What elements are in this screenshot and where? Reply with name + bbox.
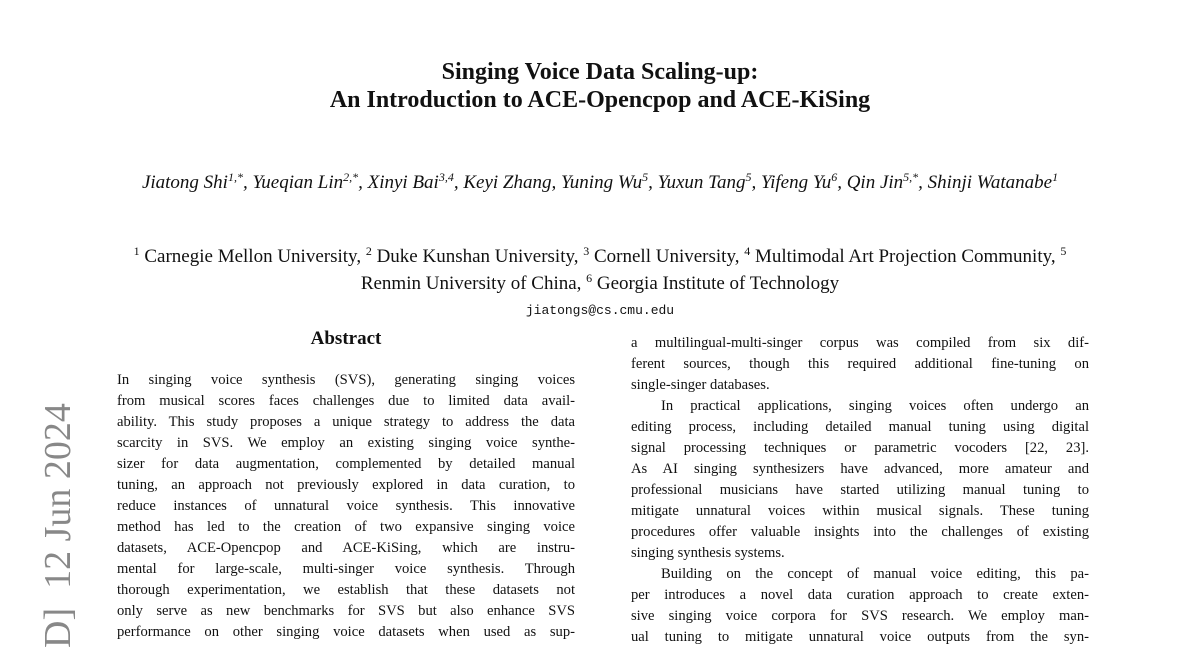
text-line: signal processing techniques or parametric vocoders [22, 23]. bbox=[631, 440, 1089, 456]
text-line: single-singer databases. bbox=[631, 377, 770, 393]
author-name: Keyi Zhang bbox=[463, 172, 552, 193]
text-line: from musical scores faces challenges due to limited data avail- bbox=[117, 393, 575, 409]
author-list: Jiatong Shi$^{1,*}$, Yueqian Lin$^{2,*}$, Xinyi Bai$^{3,4}$, Keyi Zhang, Yuning Wu$^5$, Yuxun Tang$^5$, Yifeng Yu$^6$, Qin Jin$^{5,*}$, Shinji Watanabe$^1$ bbox=[141, 170, 1059, 193]
affiliation-list: $^1$ Carnegie Mellon University, $^2$ Duke Kunshan University, $^3$ Cornell University, $^4$ Multimodal Art Projection Community, $^5$ Renmin University of China, $^6$ Georgia Institute of Technology bbox=[133, 244, 1067, 294]
author-name: Jiatong Shi bbox=[141, 172, 228, 193]
author-affiliation-mark: 5 bbox=[642, 170, 649, 184]
text-line: ability. This study proposes a unique strategy to address the data bbox=[117, 414, 575, 430]
author-affiliation-mark: 5,* bbox=[903, 170, 919, 184]
text-line: thorough experimentation, we establish that these datasets not bbox=[117, 582, 575, 598]
author-affiliation-mark: 1,* bbox=[227, 170, 243, 184]
author-affiliation-mark: 3,4 bbox=[438, 170, 454, 184]
text-line: singing synthesis systems. bbox=[631, 545, 785, 561]
text-line: ferent sources, though this required additional fine-tuning on bbox=[631, 356, 1089, 372]
text-line: scarcity in SVS. We employ an existing singing voice synthe- bbox=[117, 435, 575, 451]
abstract-column bbox=[117, 370, 575, 643]
text-line: tuning, an approach not previously explored in data curation, to bbox=[117, 477, 575, 493]
text-line: sizer for data augmentation, complemented by detailed manual bbox=[117, 456, 575, 472]
text-line: Building on the concept of manual voice editing, this pa- bbox=[661, 566, 1089, 582]
text-line: reduce instances of unnatural voice synthesis. This innovative bbox=[117, 498, 575, 514]
affiliation-mark: 3 bbox=[583, 244, 590, 258]
affiliation-mark: 4 bbox=[744, 244, 751, 258]
text-line: datasets, ACE-Opencpop and ACE-KiSing, which are instru- bbox=[117, 540, 575, 556]
author-affiliation-mark: 6 bbox=[831, 170, 838, 184]
paper-title-line-2: An Introduction to ACE-Opencpop and ACE-KiSing bbox=[329, 87, 871, 113]
author-name: Shinji Watanabe bbox=[927, 172, 1053, 193]
author-name: Qin Jin bbox=[846, 172, 904, 193]
text-line: only serve as new benchmarks for SVS but also enhance SVS bbox=[117, 603, 575, 619]
text-line: per introduces a novel data curation approach to create exten- bbox=[631, 587, 1089, 603]
affiliation-name: Duke Kunshan University bbox=[376, 246, 574, 267]
text-line: a multilingual-multi-singer corpus was compiled from six dif- bbox=[631, 335, 1089, 351]
text-line: sive singing voice corpora for SVS research. We employ man- bbox=[631, 608, 1089, 624]
arxiv-sidebar-stamp: D] 12 Jun 2024 bbox=[37, 403, 79, 648]
text-line: performance on other singing voice datasets when used as sup- bbox=[117, 624, 575, 640]
affiliation-mark: 1 bbox=[133, 244, 140, 258]
author-name: Xinyi Bai bbox=[367, 172, 439, 193]
abstract-heading: Abstract bbox=[310, 328, 382, 349]
affiliation-name: Multimodal Art Projection Community bbox=[754, 246, 1051, 267]
text-line: editing process, including detailed manual tuning using digital bbox=[631, 419, 1089, 435]
text-line: method has led to the creation of two expansive singing voice bbox=[117, 519, 575, 535]
text-line: In singing voice synthesis (SVS), generating singing voices bbox=[117, 372, 575, 388]
text-line: In practical applications, singing voices often undergo an bbox=[661, 398, 1089, 414]
text-line: professional musicians have started utilizing manual tuning to bbox=[631, 482, 1089, 498]
introduction-column bbox=[631, 333, 1089, 648]
text-line: mental for large-scale, multi-singer voice synthesis. Through bbox=[117, 561, 575, 577]
affiliation-mark: 6 bbox=[586, 271, 593, 285]
text-line: procedures offer valuable insights into the challenges of existing bbox=[631, 524, 1089, 540]
author-affiliation-mark: 1 bbox=[1052, 170, 1059, 184]
affiliation-mark: 2 bbox=[365, 244, 372, 258]
author-affiliation-mark: 5 bbox=[745, 170, 752, 184]
affiliation-name: Carnegie Mellon University bbox=[144, 246, 357, 267]
affiliation-mark: 5 bbox=[1060, 244, 1067, 258]
author-name: Yifeng Yu bbox=[760, 172, 832, 193]
affiliation-name: Cornell University bbox=[594, 246, 735, 267]
affiliation-name: Georgia Institute of Technology bbox=[596, 273, 840, 294]
affiliation-name: Renmin University of China bbox=[360, 273, 577, 294]
text-line: As AI singing synthesizers have advanced, more amateur and bbox=[631, 461, 1089, 477]
paper-title-line-1: Singing Voice Data Scaling-up: bbox=[441, 59, 759, 85]
author-affiliation-mark: 2,* bbox=[343, 170, 359, 184]
author-name: Yuxun Tang bbox=[657, 172, 746, 193]
text-line: mitigate unnatural voices within musical signals. These tuning bbox=[631, 503, 1089, 519]
author-name: Yueqian Lin bbox=[252, 172, 344, 193]
contact-email: jiatongs@cs.cmu.edu bbox=[525, 303, 675, 318]
text-line: ual tuning to mitigate unnatural voice outputs from the syn- bbox=[631, 629, 1089, 645]
author-name: Yuning Wu bbox=[560, 172, 643, 193]
